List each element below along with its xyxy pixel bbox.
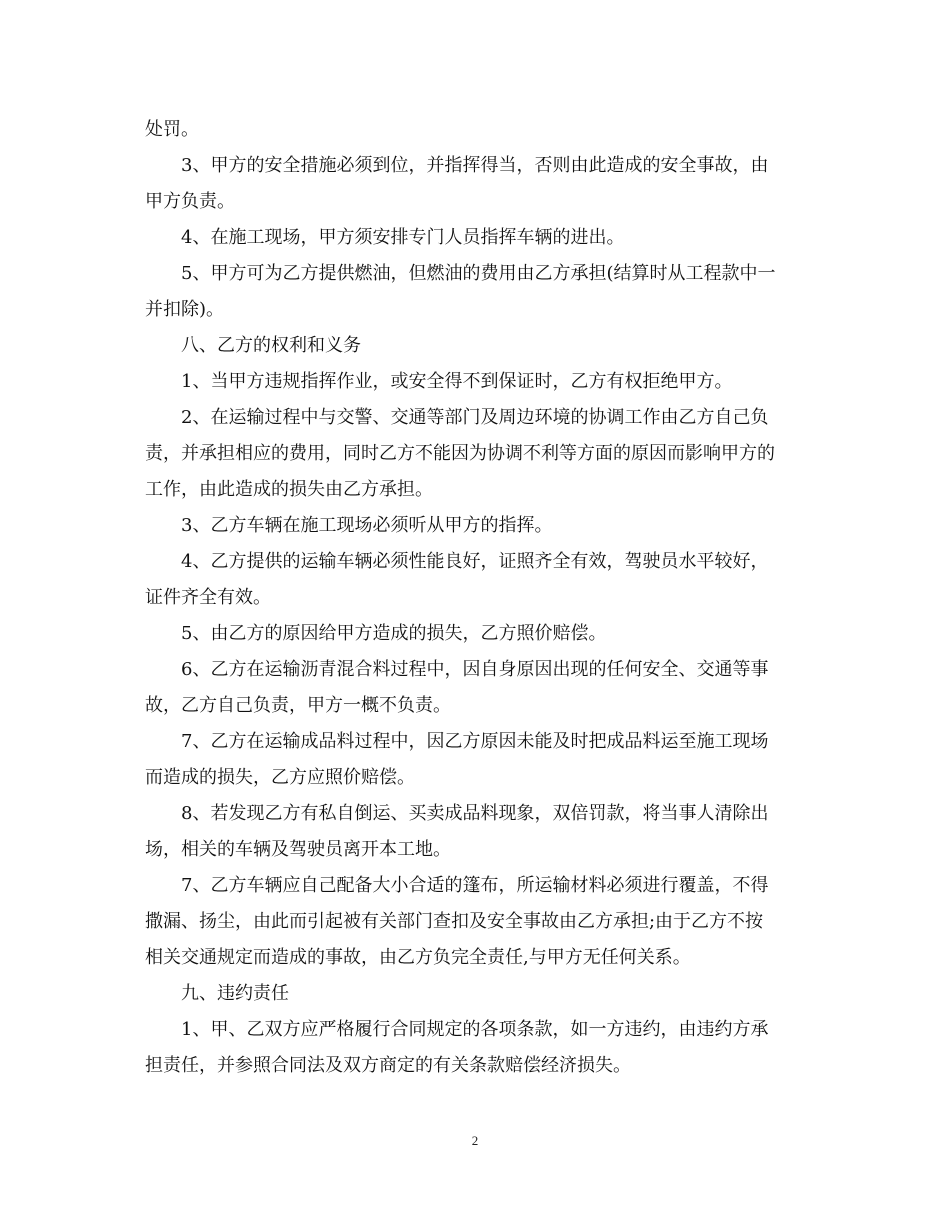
paragraph-item-4-site-traffic [145,220,805,256]
section-heading: 八、乙方的权利和义务 [181,335,361,356]
paragraph-b-item-7-tarp [145,868,805,976]
text-line: 8、若发现乙方有私自倒运、买卖成品料现象，双倍罚款，将当事人清除出 [181,803,769,824]
paragraph-b-item-6 [145,652,805,724]
paragraph-item-5-fuel [145,256,805,328]
paragraph-item-3-safety [145,148,805,220]
paragraph-b-item-3 [145,508,805,544]
text-line: 工作，由此造成的损失由乙方承担。 [145,479,433,500]
text-line: 3、甲方的安全措施必须到位，并指挥得当，否则由此造成的安全事故，由 [181,155,769,176]
text-line: 4、在施工现场，甲方须安排专门人员指挥车辆的进出。 [181,227,625,248]
paragraph-b-item-8 [145,796,805,868]
page-number: 2 [471,1133,479,1148]
text-line: 处罚。 [145,119,199,140]
text-line: 而造成的损失，乙方应照价赔偿。 [145,767,415,788]
text-line: 4、乙方提供的运输车辆必须性能良好，证照齐全有效，驾驶员水平较好， [181,551,769,572]
section-heading-breach-liability [145,976,805,1012]
paragraph-continuation-penalty [145,112,805,148]
text-line: 7、乙方在运输成品料过程中，因乙方原因未能及时把成品料运至施工现场 [181,731,769,752]
text-line: 甲方负责。 [145,191,235,212]
text-line: 相关交通规定而造成的事故，由乙方负完全责任,与甲方无任何关系。 [145,947,691,968]
section-heading: 九、违约责任 [181,983,289,1004]
text-line: 6、乙方在运输沥青混合料过程中，因自身原因出现的任何安全、交通等事 [181,659,769,680]
paragraph-b-item-4 [145,544,805,616]
paragraph-breach-item-1 [145,1012,805,1084]
paragraph-b-item-1 [145,364,805,400]
paragraph-b-item-7 [145,724,805,796]
text-line: 3、乙方车辆在施工现场必须听从甲方的指挥。 [181,515,553,536]
text-line: 撒漏、扬尘，由此而引起被有关部门查扣及安全事故由乙方承担;由于乙方不按 [145,911,764,932]
text-line: 1、甲、乙双方应严格履行合同规定的各项条款，如一方违约，由违约方承 [181,1019,769,1040]
text-line: 责，并承担相应的费用，同时乙方不能因为协调不利等方面的原因而影响甲方的 [145,443,775,464]
text-line: 5、甲方可为乙方提供燃油，但燃油的费用由乙方承担(结算时从工程款中一 [181,263,776,284]
text-line: 并扣除)。 [145,299,225,320]
text-line: 证件齐全有效。 [145,587,271,608]
text-line: 7、乙方车辆应自己配备大小合适的篷布，所运输材料必须进行覆盖，不得 [181,875,769,896]
text-line: 担责任，并参照合同法及双方商定的有关条款赔偿经济损失。 [145,1055,631,1076]
text-line: 场，相关的车辆及驾驶员离开本工地。 [145,839,451,860]
text-line: 2、在运输过程中与交警、交通等部门及周边环境的协调工作由乙方自己负 [181,407,769,428]
text-line: 故，乙方自己负责，甲方一概不负责。 [145,695,451,716]
section-heading-party-b-rights [145,328,805,364]
text-line: 1、当甲方违规指挥作业，或安全得不到保证时，乙方有权拒绝甲方。 [181,371,733,392]
paragraph-b-item-2 [145,400,805,508]
paragraph-b-item-5 [145,616,805,652]
text-line: 5、由乙方的原因给甲方造成的损失，乙方照价赔偿。 [181,623,607,644]
body-text [145,112,805,1084]
